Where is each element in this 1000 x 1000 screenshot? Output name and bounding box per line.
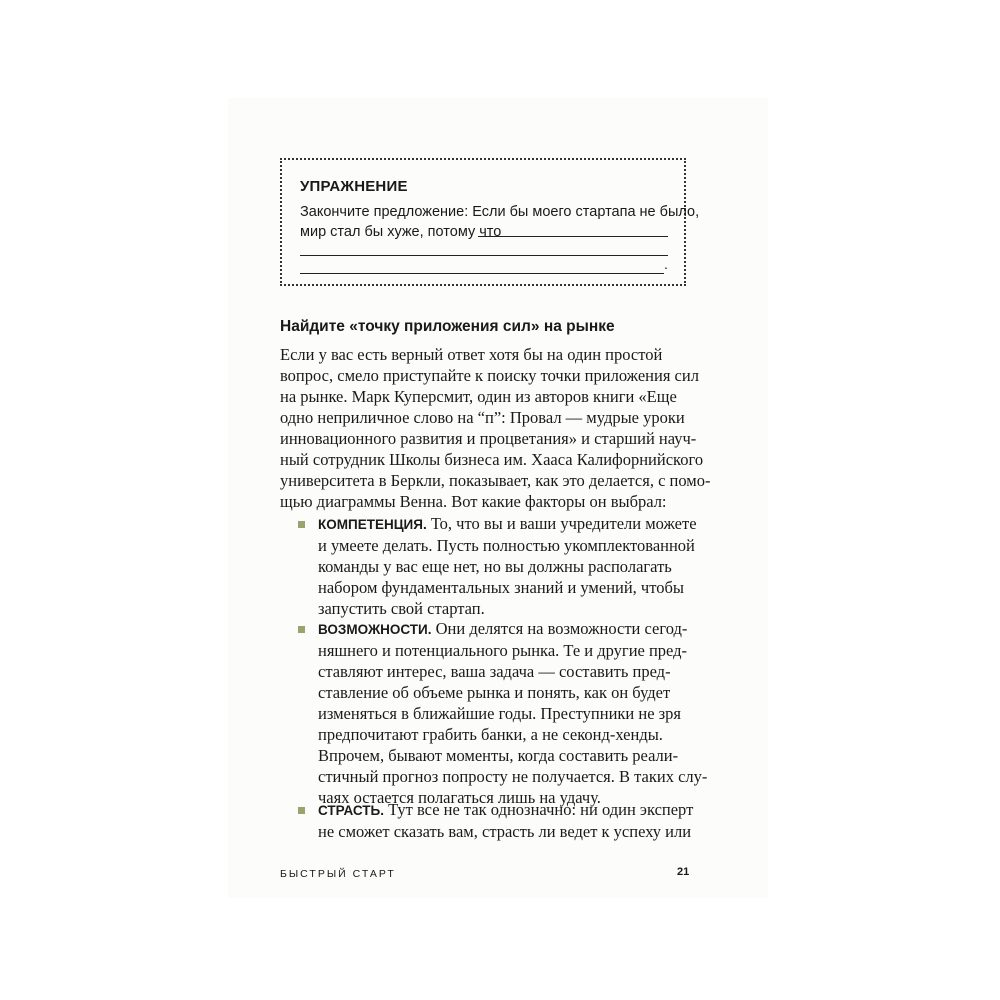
bullet-line: и умеете делать. Пусть полностью укомплектованной [318, 536, 695, 555]
exercise-end-mark: . [664, 256, 668, 272]
bullet-item-competence [318, 513, 697, 619]
intro-paragraph [280, 344, 711, 512]
paragraph-line: вопрос, смело приступайте к поиску точки приложения сил [280, 366, 699, 385]
bullet-term: КОМПЕТЕНЦИЯ. [318, 517, 427, 532]
bullet-line: команды у вас еще нет, но вы должны располагать [318, 557, 672, 576]
paragraph-line: университета в Беркли, показывает, как это делается, с помо- [280, 471, 711, 490]
page-number: 21 [677, 866, 690, 878]
bullet-line: набором фундаментальных знаний и умений, чтобы [318, 578, 684, 597]
bullet-line: ставление об объеме рынка и понять, как он будет [318, 683, 671, 702]
bullet-line: ставляют интерес, ваша задача — составить пред- [318, 662, 671, 681]
paragraph-line: Если у вас есть верный ответ хотя бы на один простой [280, 345, 663, 364]
paragraph-line: инновационного развития и процветания» и старший науч- [280, 429, 697, 448]
bullet-line: не сможет сказать вам, страсть ли ведет к успеху или [318, 822, 692, 841]
paragraph-line: на рынке. Марк Куперсмит, один из авторов книги «Еще [280, 387, 677, 406]
section-heading: Найдите «точку приложения сил» на рынке [280, 318, 615, 335]
bullet-line: предпочитают грабить банки, а не секонд-хенды. [318, 725, 663, 744]
bullet-text: Они делятся на возможности сегод- [431, 619, 688, 638]
exercise-box [280, 158, 700, 286]
bullet-line: няшнего и потенциального рынка. Те и другие пред- [318, 641, 688, 660]
answer-blank-3[interactable] [300, 273, 664, 274]
exercise-prompt-line-1: Закончите предложение: Если бы моего стартапа не было, [300, 204, 700, 220]
bullet-text: Тут все не так однозначно: ни один эксперт [384, 800, 694, 819]
bullet-line: чаях остается полагаться лишь на удачу. [318, 788, 601, 807]
answer-blank-2[interactable] [300, 255, 668, 256]
bullet-item-opportunities [318, 618, 708, 808]
bullet-line: запустить свой стартап. [318, 599, 485, 618]
bullet-term: ВОЗМОЖНОСТИ. [318, 622, 432, 637]
bullet-line: стичный прогноз попросту не получается. В таких слу- [318, 767, 708, 786]
bullet-square-icon [298, 807, 305, 814]
running-title: БЫСТРЫЙ СТАРТ [280, 868, 396, 880]
paragraph-line: щью диаграммы Венна. Вот какие факторы он выбрал: [280, 492, 667, 511]
bullet-term: СТРАСТЬ. [318, 803, 385, 818]
bullet-line: Впрочем, бывают моменты, когда составить реали- [318, 746, 679, 765]
bullet-square-icon [298, 626, 305, 633]
paragraph-line: одно неприличное слово на “п”: Провал — мудрые уроки [280, 408, 685, 427]
bullet-square-icon [298, 521, 305, 528]
exercise-prompt-line-2: мир стал бы хуже, потому что [300, 224, 502, 240]
bullet-line: изменяться в ближайшие годы. Преступники не зря [318, 704, 681, 723]
paragraph-line: ный сотрудник Школы бизнеса им. Хааса Калифорнийского [280, 450, 704, 469]
bullet-text: То, что вы и ваши учредители можете [426, 514, 697, 533]
bullet-item-passion [318, 799, 694, 842]
exercise-title: УПРАЖНЕНИЕ [300, 178, 408, 195]
answer-blank-1[interactable] [478, 236, 668, 237]
